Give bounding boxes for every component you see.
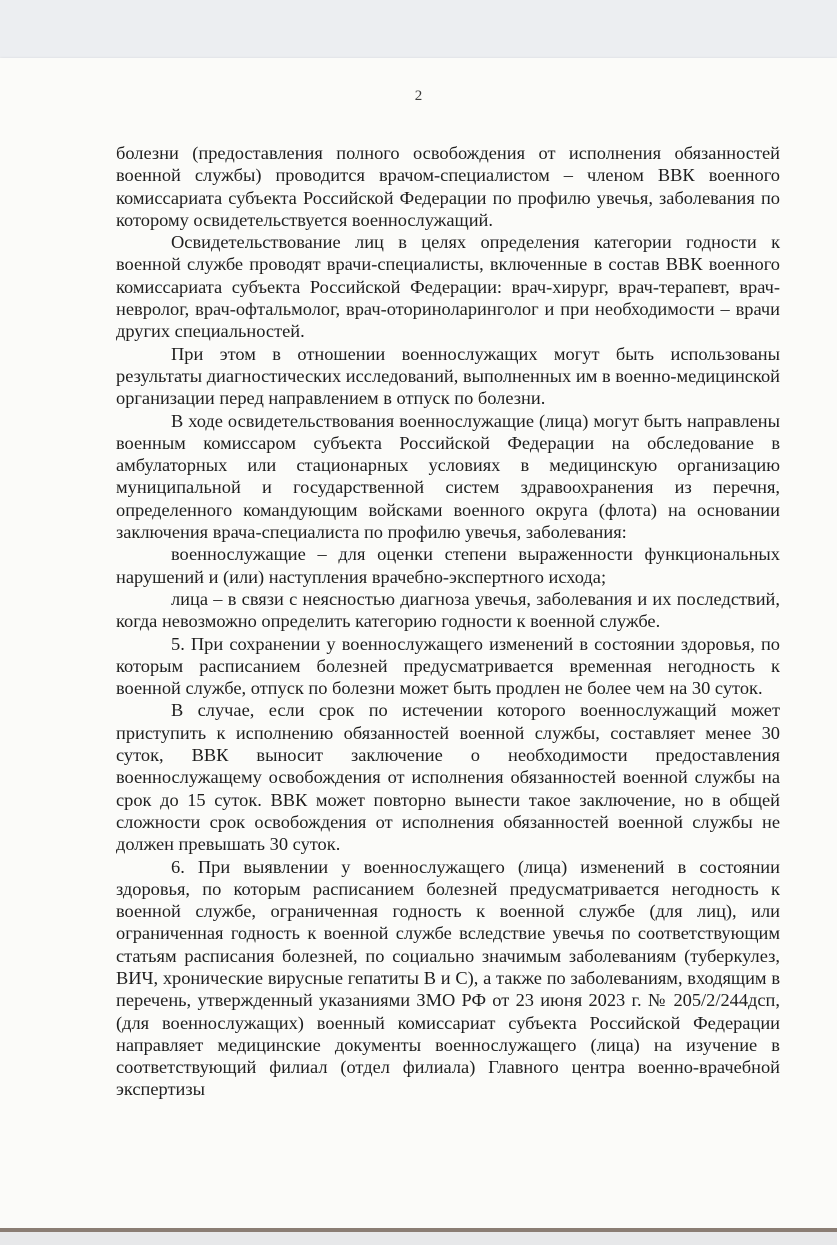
paragraph: При этом в отношении военнослужащих могут быть использованы результаты диагностических исследований, выполненных им в военно-медицинской организации перед направлением в отпуск по болезни. xyxy=(116,343,780,409)
paragraph: В ходе освидетельствования военнослужащие (лица) могут быть направлены военным комиссаром субъекта Российской Федерации на обследование в амбулаторных или стационарных условиях в медицинскую организацию муниципальной и государственной систем здравоохранения из перечня, определенного командующим войсками военного округа (флота) на основании заключения врача-специалиста по профилю увечья, заболевания: xyxy=(116,410,780,543)
viewer-bottom-bar xyxy=(0,1232,837,1245)
paragraph: военнослужащие – для оценки степени выраженности функциональных нарушений и (или) наступления врачебно-экспертного исхода; xyxy=(116,544,780,587)
paragraph: Освидетельствование лиц в целях определения категории годности к военной службе проводят врачи-специалисты, включенные в состав ВВК военного комиссариата субъекта Российской Федерации: врач-хирург, врач-терапевт, врач-невролог, врач-офтальмолог, врач-оториноларинголог и при необходимости – врачи других специальностей. xyxy=(116,232,780,342)
paragraph: В случае, если срок по истечении которого военнослужащий может приступить к исполнению обязанностей военной службы, составляет менее 30 суток, ВВК выносит заключение о необходимости предоставления военнослужащему освобождения от исполнения обязанностей военной службы на срок до 15 суток. ВВК может повторно вынести такое заключение, но в общей сложности срок освобождения от исполнения обязанностей военной службы не должен превышать 30 суток. xyxy=(116,700,780,855)
paragraph: 6. При выявлении у военнослужащего (лица) изменений в состоянии здоровья, по которым расписанием болезней предусматривается негодность к военной службе, ограниченная годность к военной службе (для лиц), или ограниченная годность к военной службе вследствие увечья по соответствующим статьям расписания болезней, по социально значимым заболеваниям (туберкулез, ВИЧ, хронические вирусные гепатиты В и С), а также по заболеваниям, входящим в перечень, утвержденный указаниями ЗМО РФ от 23 июня 2023 г. № 205/2/244дсп, (для военнослужащих) военный комиссариат субъекта Российской Федерации направляет медицинские документы военнослужащего (лица) на изучение в соответствующий филиал (отдел филиала) Главного центра военно-врачебной экспертизы xyxy=(116,856,780,1100)
paragraph: лица – в связи с неясностью диагноза увечья, заболевания и их последствий, когда невозможно определить категорию годности к военной службе. xyxy=(116,588,780,632)
document-body xyxy=(116,142,780,1101)
paragraph: болезни (предоставления полного освобождения от исполнения обязанностей военной службы) проводится врачом-специалистом – членом ВВК военного комиссариата субъекта Российской Федерации по профилю увечья, заболевания по которому освидетельствуется военнослужащий. xyxy=(116,143,780,230)
page-number: 2 xyxy=(414,88,423,104)
document-page xyxy=(0,58,837,1230)
paragraph: 5. При сохранении у военнослужащего изменений в состоянии здоровья, по которым расписанием болезней предусматривается временная негодность к военной службе, отпуск по болезни может быть продлен не более чем на 30 суток. xyxy=(116,633,780,699)
viewer-top-bar xyxy=(0,0,837,58)
